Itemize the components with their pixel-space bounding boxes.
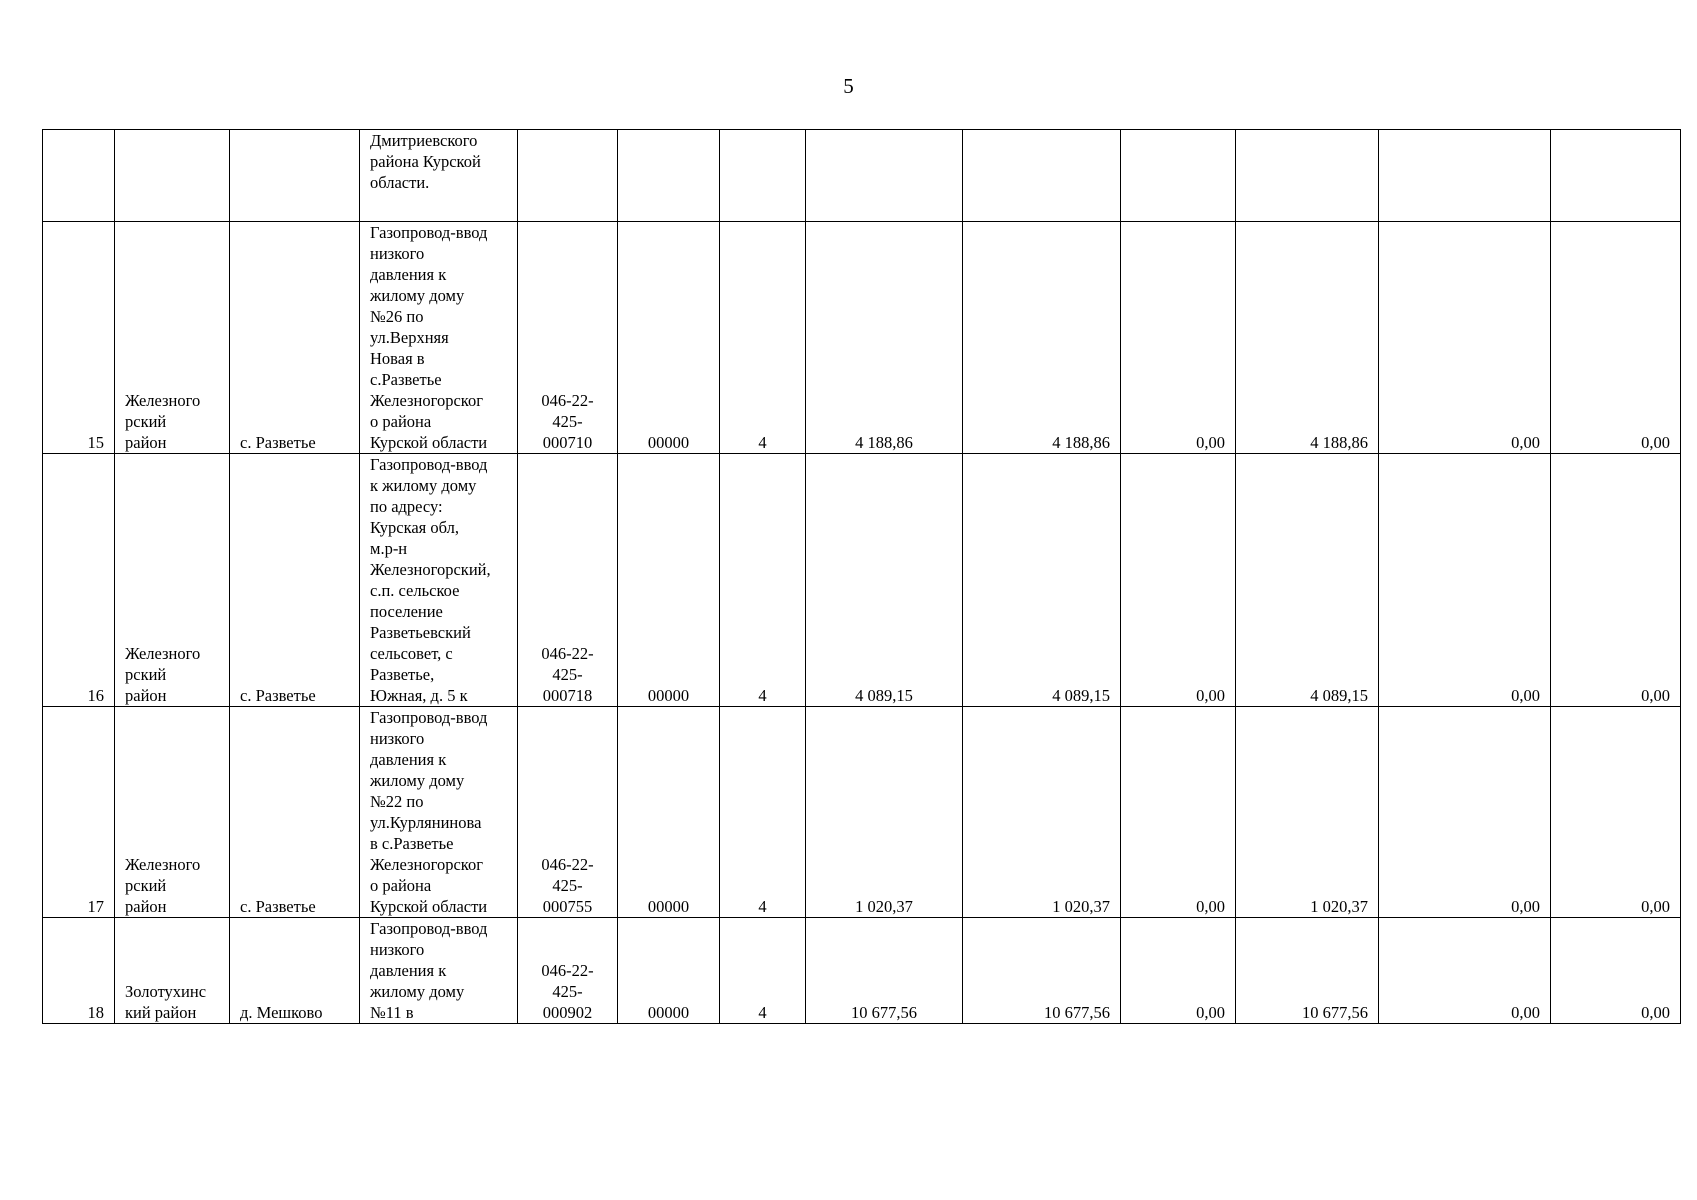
row-number-cell: 17 [43, 707, 115, 918]
amount-cell: 4 188,86 [806, 222, 963, 454]
kind-code-cell: 00000 [618, 918, 720, 1024]
registry-code-cell: 046-22- 425- 000718 [518, 454, 618, 707]
value-cell [1236, 130, 1379, 222]
value-cell: 0,00 [1121, 918, 1236, 1024]
registry-code-cell: 046-22- 425- 000902 [518, 918, 618, 1024]
amount-cell: 4 089,15 [806, 454, 963, 707]
value-cell [1379, 130, 1551, 222]
district-cell: Золотухинс кий район [115, 918, 230, 1024]
kind-code-cell: 00000 [618, 222, 720, 454]
table-row [43, 222, 1681, 454]
value-cell: 1 020,37 [963, 707, 1121, 918]
page-number: 5 [843, 74, 854, 98]
value-cell: 0,00 [1379, 454, 1551, 707]
district-cell: Железного рский район [115, 707, 230, 918]
registry-code-cell [518, 130, 618, 222]
kind-code-cell [618, 130, 720, 222]
table-row [43, 130, 1681, 222]
value-cell [963, 130, 1121, 222]
value-cell: 0,00 [1379, 707, 1551, 918]
value-cell [1121, 130, 1236, 222]
kind-code-cell: 00000 [618, 454, 720, 707]
district-cell: Железного рский район [115, 222, 230, 454]
group-cell: 4 [720, 222, 806, 454]
object-cell: Газопровод-ввод низкого давления к жилому дому №26 по ул.Верхняя Новая в с.Разветье Железногорског о района Курской области [360, 222, 518, 454]
value-cell: 4 188,86 [963, 222, 1121, 454]
group-cell: 4 [720, 454, 806, 707]
table-row [43, 918, 1681, 1024]
settlement-cell: с. Разветье [230, 707, 360, 918]
value-cell: 0,00 [1551, 222, 1681, 454]
settlement-cell: с. Разветье [230, 222, 360, 454]
table-row [43, 707, 1681, 918]
row-number-cell: 18 [43, 918, 115, 1024]
amount-cell: 10 677,56 [806, 918, 963, 1024]
settlement-cell [230, 130, 360, 222]
registry-code-cell: 046-22- 425- 000755 [518, 707, 618, 918]
row-number-cell: 15 [43, 222, 115, 454]
value-cell: 0,00 [1379, 222, 1551, 454]
group-cell: 4 [720, 707, 806, 918]
amount-cell [806, 130, 963, 222]
row-number-cell: 16 [43, 454, 115, 707]
value-cell: 0,00 [1551, 918, 1681, 1024]
value-cell: 4 089,15 [963, 454, 1121, 707]
kind-code-cell: 00000 [618, 707, 720, 918]
assets-table [42, 129, 1681, 1024]
group-cell [720, 130, 806, 222]
object-cell: Газопровод-ввод к жилому дому по адресу: Курская обл, м.р-н Железногорский, с.п. сельское поселение Разветьевский сельсовет, с Разветье, Южная, д. 5 к [360, 454, 518, 707]
value-cell: 0,00 [1379, 918, 1551, 1024]
object-cell: Газопровод-ввод низкого давления к жилому дому №22 по ул.Курлянинова в с.Разветье Железногорског о района Курской области [360, 707, 518, 918]
value-cell: 1 020,37 [1236, 707, 1379, 918]
district-cell [115, 130, 230, 222]
value-cell: 0,00 [1121, 222, 1236, 454]
district-cell: Железного рский район [115, 454, 230, 707]
value-cell: 0,00 [1551, 707, 1681, 918]
amount-cell: 1 020,37 [806, 707, 963, 918]
registry-code-cell: 046-22- 425- 000710 [518, 222, 618, 454]
value-cell: 10 677,56 [963, 918, 1121, 1024]
value-cell: 10 677,56 [1236, 918, 1379, 1024]
object-cell: Газопровод-ввод низкого давления к жилому дому №11 в [360, 918, 518, 1024]
settlement-cell: д. Мешково [230, 918, 360, 1024]
value-cell: 4 188,86 [1236, 222, 1379, 454]
group-cell: 4 [720, 918, 806, 1024]
settlement-cell: с. Разветье [230, 454, 360, 707]
value-cell: 4 089,15 [1236, 454, 1379, 707]
row-number-cell [43, 130, 115, 222]
value-cell: 0,00 [1121, 707, 1236, 918]
table-row [43, 454, 1681, 707]
value-cell: 0,00 [1121, 454, 1236, 707]
value-cell [1551, 130, 1681, 222]
value-cell: 0,00 [1551, 454, 1681, 707]
object-cell: Дмитриевского района Курской области. [360, 130, 518, 222]
